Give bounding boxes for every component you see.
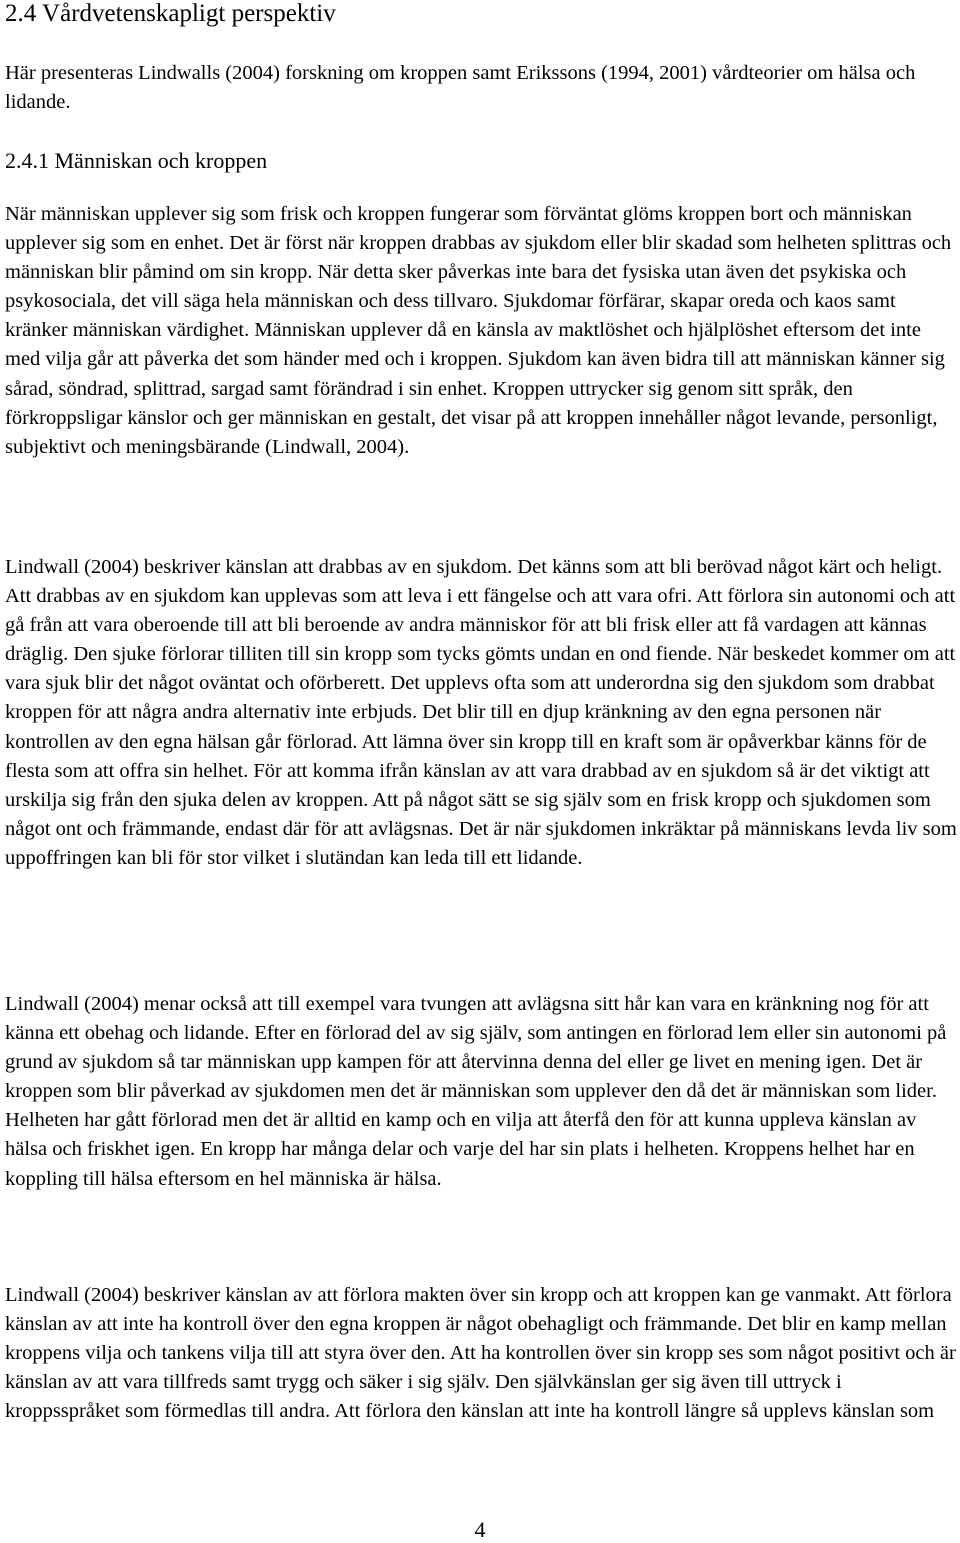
body-paragraph: Lindwall (2004) beskriver känslan att drabbas av en sjukdom. Det känns som att bli berövad något kärt och heligt. Att drabbas av en sjukdom kan upplevas som att leva i ett fängelse och att vara ofri. Att förlora sin autonomi och att gå från att vara oberoende till att bli beroende av andra människor för att bli frisk eller att få vardagen att kännas dräglig. Den sjuke förlorar tilliten till sin kropp som tycks gömts undan en ond fiende. När beskedet kommer om att vara sjuk blir det något oväntat och oförberett. Det upplevs ofta som att underordna sig den sjukdom som drabbat kroppen för att några andra alternativ inte erbjuds. Det blir till en djup kränkning av den egna personen när kontrollen av den egna hälsan går förlorad. Att lämna över sin kropp till en kraft som är opåverkbar känns för de flesta som att offra sin helhet. För att komma ifrån känslan av att vara drabbad av en sjukdom så är det viktigt att urskilja sig från den sjuka delen av kroppen. Att på något sätt se sig själv som en frisk kropp och sjukdomen som något ont och främmande, endast där för att avlägsnas. Det är när sjukdomen inkräktar på människans levda liv som uppoffringen kan bli för stor vilket i slutändan kan leda till ett lidande.	[5, 556, 957, 869]
page-number: 4	[474, 1517, 486, 1542]
body-paragraph: När människan upplever sig som frisk och kroppen fungerar som förväntat glöms kroppen bort och människan upplever sig som en enhet. Det är först när kroppen drabbas av sjukdom eller blir skadad som helheten splittras och människan blir påmind om sin kropp. När detta sker påverkas inte bara det fysiska utan även det psykiska och psykosociala, det vill säga hela människan och dess tillvaro. Sjukdomar förfärar, skapar oreda och kaos samt kränker människan värdighet. Människan upplever då en känsla av maktlöshet och hjälplöshet eftersom det inte med vilja går att påverka det som händer med och i kroppen. Sjukdom kan även bidra till att människan känner sig sårad, söndrad, splittrad, sargad samt förändrad i sin enhet. Kroppen uttrycker sig genom sitt språk, den förkroppsligar känslor och ger människan en gestalt, det visar på att kroppen innehåller något levande, personligt, subjektivt och meningsbärande (Lindwall, 2004).	[5, 203, 952, 458]
body-paragraph: Lindwall (2004) beskriver känslan av att förlora makten över sin kropp och att kroppen kan ge vanmakt. Att förlora känslan av att inte ha kontroll över den egna kroppen är något obehagligt och främmande. Det blir en kamp mellan kroppens vilja och tankens vilja till att styra över den. Att ha kontrollen över sin kropp ses som något positivt och är känslan av att vara tillfreds samt trygg och säker i sig själv. Den självkänslan ger sig även till uttryck i kroppsspråket som förmedlas till andra. Att förlora den känslan att inte ha kontroll längre så upplevs känslan som	[5, 1284, 956, 1423]
subsection-heading: 2.4.1 Människan och kroppen	[5, 148, 268, 173]
intro-paragraph: Här presenteras Lindwalls (2004) forskning om kroppen samt Erikssons (1994, 2001) vårdteorier om hälsa och lidande.	[5, 62, 916, 114]
section-heading: 2.4 Vårdvetenskapligt perspektiv	[5, 0, 336, 27]
body-paragraph: Lindwall (2004) menar också att till exempel vara tvungen att avlägsna sitt hår kan vara en kränkning nog för att känna ett obehag och lidande. Efter en förlorad del av sig själv, som antingen en förlorad lem eller sin autonomi på grund av sjukdom så tar människan upp kampen för att återvinna denna del eller ge livet en mening igen. Det är kroppen som blir påverkad av sjukdomen men det är människan som upplever den då det är människan som lider. Helheten har gått förlorad men det är alltid en kamp och en vilja att återfå den för att kunna uppleva känslan av hälsa och friskhet igen. En kropp har många delar och varje del har sin plats i helheten. Kroppens helhet har en koppling till hälsa eftersom en hel människa är hälsa.	[5, 993, 947, 1190]
